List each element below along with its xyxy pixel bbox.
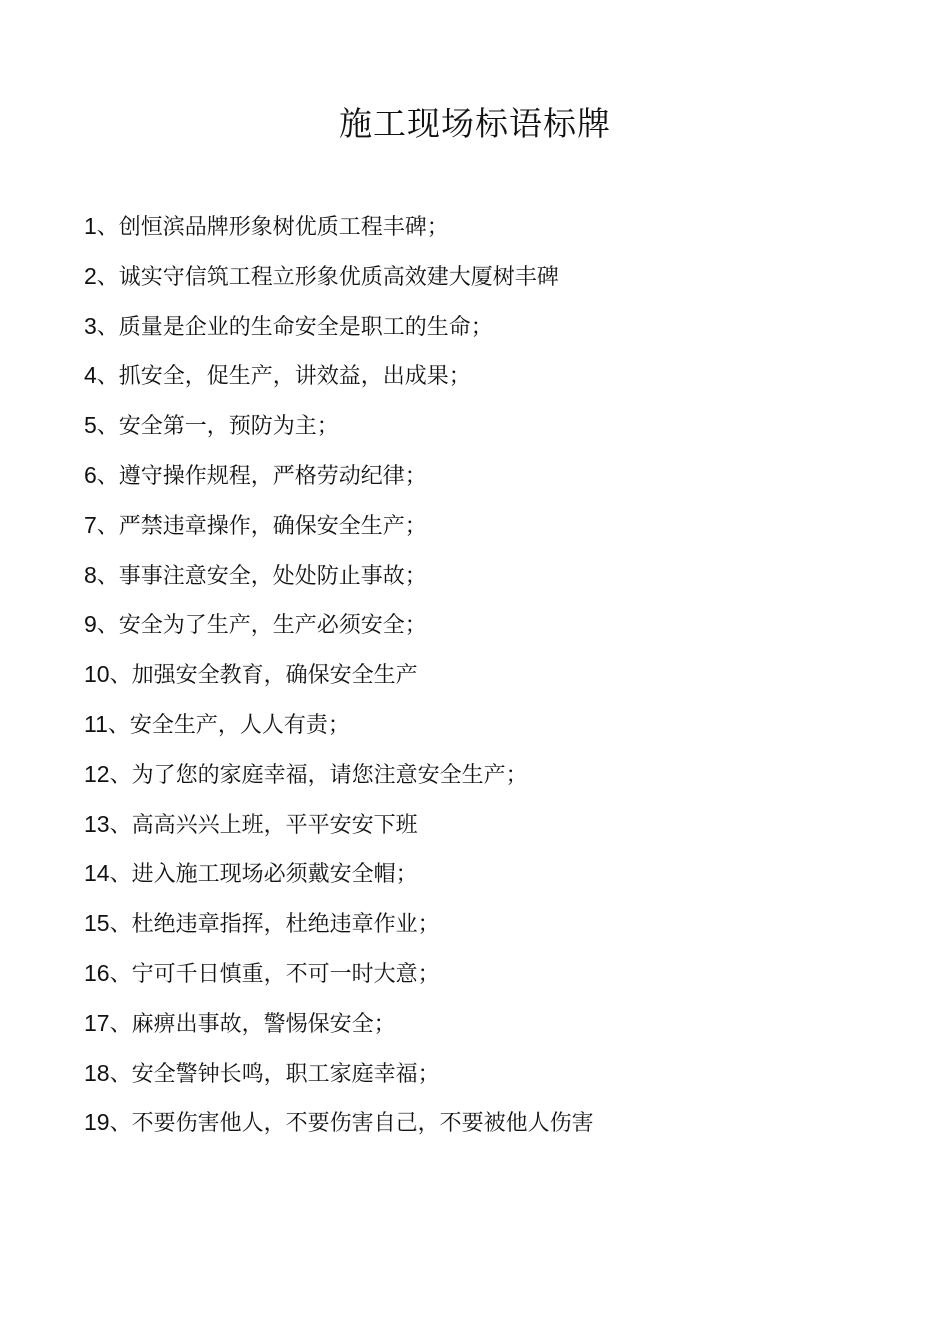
item-text: 、宁可千日慎重，不可一时大意； — [109, 961, 440, 987]
item-text: 、安全第一，预防为主； — [96, 414, 339, 440]
list-item — [84, 401, 904, 451]
item-number: 5 — [84, 412, 97, 439]
list-item — [84, 650, 904, 700]
item-text: 、抓安全，促生产，讲效益，出成果； — [96, 364, 471, 390]
item-text: 、安全生产，人人有责； — [107, 712, 350, 738]
item-number: 19 — [84, 1109, 110, 1136]
slogan-list — [84, 202, 904, 1148]
item-text: 、安全警钟长鸣，职工家庭幸福； — [109, 1061, 440, 1087]
list-item — [84, 351, 904, 401]
item-number: 2 — [84, 262, 97, 289]
page-title: 施工现场标语标牌 — [339, 104, 611, 143]
item-number: 11 — [84, 710, 108, 737]
item-text: 、杜绝违章指挥，杜绝违章作业； — [109, 912, 440, 938]
list-item — [84, 750, 904, 800]
item-number: 9 — [84, 611, 97, 638]
item-number: 10 — [84, 661, 110, 688]
list-item — [84, 252, 904, 302]
item-number: 1 — [84, 213, 97, 239]
list-item — [84, 551, 904, 601]
item-text: 、不要伤害他人，不要伤害自己，不要被他人伤害 — [109, 1111, 594, 1137]
item-number: 16 — [84, 959, 110, 986]
list-item — [84, 1098, 904, 1148]
list-item — [84, 800, 904, 850]
item-text: 、诚实守信筑工程立形象优质高效建大厦树丰碑 — [96, 264, 559, 290]
item-text: 、加强安全教育，确保安全生产 — [109, 663, 418, 689]
item-number: 8 — [84, 561, 97, 588]
list-item — [84, 849, 904, 899]
list-item — [84, 451, 904, 501]
list-item — [84, 899, 904, 949]
list-item — [84, 302, 904, 352]
item-number: 3 — [84, 312, 97, 339]
item-number: 17 — [84, 1009, 110, 1036]
item-number: 15 — [84, 910, 110, 937]
item-text: 、高高兴兴上班，平平安安下班 — [109, 812, 418, 838]
item-number: 7 — [84, 511, 97, 538]
item-number: 14 — [84, 860, 110, 887]
item-text: 、进入施工现场必须戴安全帽； — [109, 862, 418, 888]
list-item — [84, 600, 904, 650]
item-number: 18 — [84, 1059, 110, 1086]
item-text: 、安全为了生产，生产必须安全； — [96, 613, 427, 639]
item-text: 、遵守操作规程，严格劳动纪律； — [96, 463, 427, 489]
item-number: 4 — [84, 362, 97, 389]
item-text: 、为了您的家庭幸福，请您注意安全生产； — [109, 762, 528, 788]
item-text: 、创恒滨品牌形象树优质工程丰碑； — [96, 215, 449, 240]
list-item — [84, 202, 904, 252]
item-number: 12 — [84, 760, 110, 787]
list-item — [84, 999, 904, 1049]
item-text: 、质量是企业的生命安全是职工的生命； — [96, 314, 493, 340]
item-text: 、麻痹出事故，警惕保安全； — [109, 1011, 396, 1037]
list-item — [84, 1049, 904, 1099]
list-item — [84, 501, 904, 551]
item-number: 13 — [84, 810, 110, 837]
list-item — [84, 700, 904, 750]
list-item — [84, 949, 904, 999]
item-text: 、严禁违章操作，确保安全生产； — [96, 513, 427, 539]
item-text: 、事事注意安全，处处防止事故； — [96, 563, 427, 589]
item-number: 6 — [84, 461, 97, 488]
